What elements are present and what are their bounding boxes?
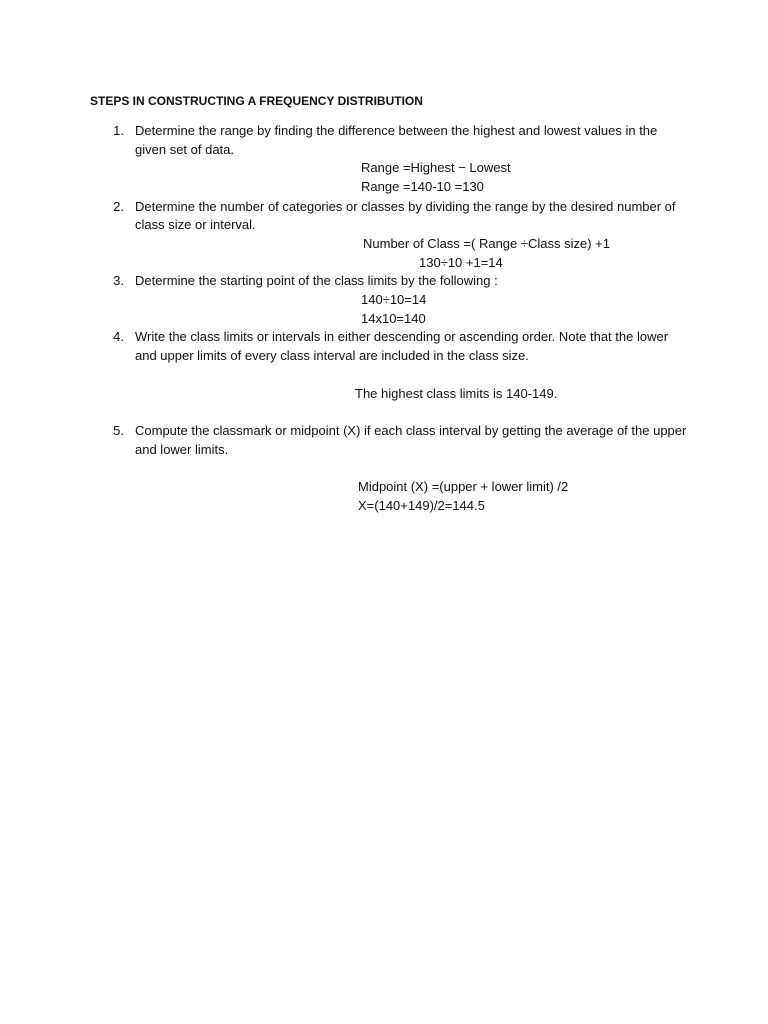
step-1-text-line-2: given set of data. xyxy=(135,142,235,157)
step-1-formula-1: Range =Highest − Lowest xyxy=(361,160,511,175)
step-3-number: 3. xyxy=(113,273,124,288)
step-3-text-line-1: Determine the starting point of the class limits by the following : xyxy=(135,273,498,288)
step-5-text-line-2: and lower limits. xyxy=(135,442,229,457)
step-5-text-line-1: Compute the classmark or midpoint (X) if each class interval by getting the average of the upper xyxy=(135,423,687,438)
step-3-formula-2: 14x10=140 xyxy=(361,311,426,326)
step-4-text-line-1: Write the class limits or intervals in either descending or ascending order. Note that the lower xyxy=(135,329,669,344)
step-5-formula-2: X=(140+149)/2=144.5 xyxy=(358,498,485,513)
step-5-formula-1: Midpoint (X) =(upper + lower limit) /2 xyxy=(358,479,569,494)
step-2-formula-2: 130÷10 +1=14 xyxy=(419,255,503,270)
step-1-number: 1. xyxy=(113,123,124,138)
step-2-text-line-2: class size or interval. xyxy=(135,217,256,232)
step-2-text-line-1: Determine the number of categories or classes by dividing the range by the desired number of xyxy=(135,199,676,214)
document-title: STEPS IN CONSTRUCTING A FREQUENCY DISTRIBUTION xyxy=(90,94,423,108)
step-4-number: 4. xyxy=(113,329,124,344)
step-2-number: 2. xyxy=(113,199,124,214)
step-1-formula-2: Range =140-10 =130 xyxy=(361,179,484,194)
step-4-text-line-2: and upper limits of every class interval are included in the class size. xyxy=(135,348,529,363)
step-4-formula-1: The highest class limits is 140-149. xyxy=(355,386,558,401)
step-1-text-line-1: Determine the range by finding the difference between the highest and lowest values in the xyxy=(135,123,658,138)
step-3-formula-1: 140÷10=14 xyxy=(361,292,427,307)
step-2-formula-1: Number of Class =( Range ÷Class size) +1 xyxy=(363,236,611,251)
step-5-number: 5. xyxy=(113,423,124,438)
